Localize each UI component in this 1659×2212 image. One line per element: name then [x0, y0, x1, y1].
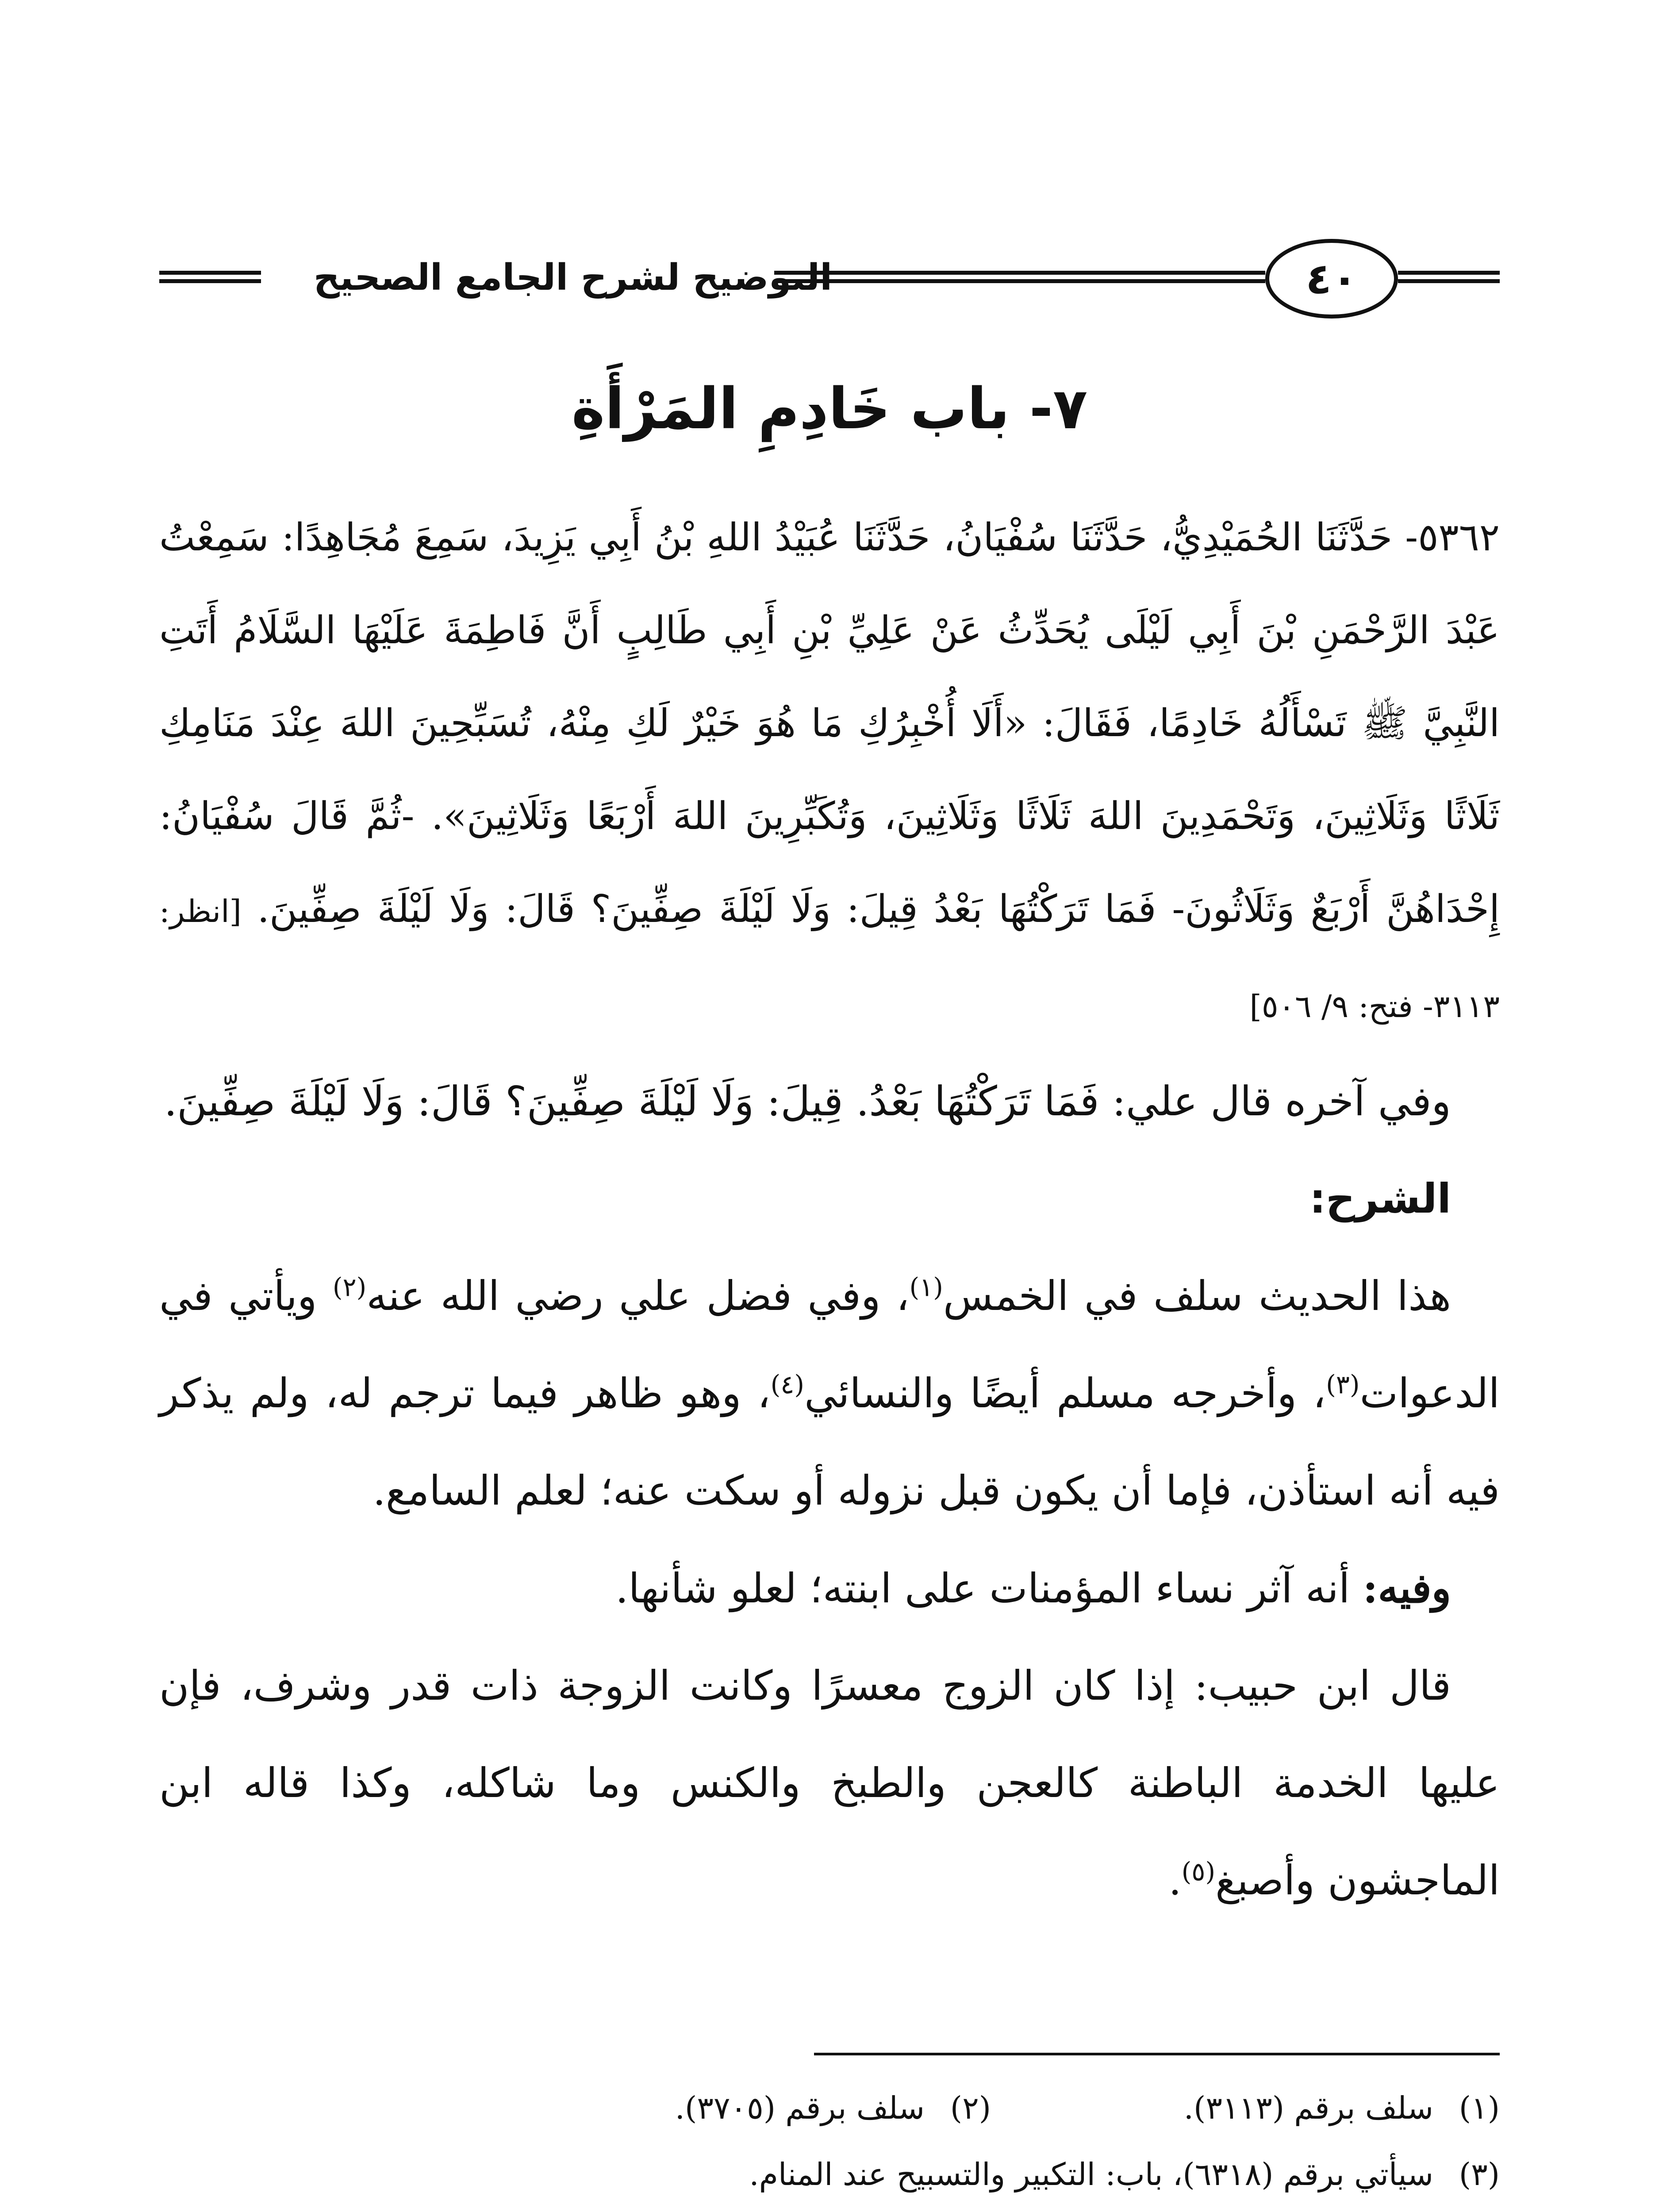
paragraph-ibn-habib — [159, 1637, 1500, 1929]
hadith-body: ٥٣٦٢- حَدَّثَنَا الحُمَيْدِيُّ، حَدَّثَنَا سُفْيَانُ، حَدَّثَنَا عُبَيْدُ اللهِ بْنُ أَبِي يَزِيدَ، سَمِعَ مُجَاهِدًا: سَمِعْتُ عَبْدَ الرَّحْمَنِ بْنَ أَبِي لَيْلَى يُحَدِّثُ عَنْ عَلِيِّ بْنِ أَبِي طَالِبٍ أَنَّ فَاطِمَةَ عَلَيْهَا السَّلَامُ أَتَتِ النَّبِيَّ ﷺ تَسْأَلُهُ خَادِمًا، فَقَالَ: «أَلَا أُخْبِرُكِ مَا هُوَ خَيْرٌ لَكِ مِنْهُ، تُسَبِّحِينَ اللهَ عِنْدَ مَنَامِكِ ثَلَاثًا وَثَلَاثِينَ، وَتَحْمَدِينَ اللهَ ثَلَاثًا وَثَلَاثِينَ، وَتُكَبِّرِينَ اللهَ أَرْبَعًا وَثَلَاثِينَ». -ثُمَّ قَالَ سُفْيَانُ: إِحْدَاهُنَّ أَرْبَعٌ وَثَلَاثُونَ- فَمَا تَرَكْتُهَا بَعْدُ قِيلَ: وَلَا لَيْلَةَ صِفِّينَ؟ قَالَ: وَلَا لَيْلَةَ صِفِّينَ. — [159, 515, 1500, 931]
chapter-title: ٧- باب خَادِمِ المَرْأَةِ — [571, 376, 1088, 442]
footnote-number — [1433, 2208, 1500, 2212]
sharh-heading: الشرح: — [1309, 1175, 1451, 1222]
header-rule-left — [159, 271, 261, 283]
footnote-pair-1-2 — [159, 2075, 1500, 2141]
footnote-text: سيأتي برقم (٦٣١٨)، باب: التكبير والتسبيح عند المنام. — [749, 2156, 1433, 2193]
hadith-reference: [انظر: ٣١١٣- فتح: ٩/ ٥٠٦] — [159, 893, 1500, 1025]
footnote-3 — [159, 2141, 1500, 2208]
footnote-text — [159, 2208, 1433, 2212]
p2-part-c: ويأتي في الدعوات — [159, 1272, 1500, 1417]
paragraph-benefit — [159, 1540, 1500, 1637]
running-title: التوضيح لشرح الجامع الصحيح — [313, 257, 833, 299]
hadith-text — [159, 491, 1500, 1053]
note-mark-2[interactable]: (٢) — [332, 1272, 367, 1302]
footnote-separator — [814, 2053, 1500, 2055]
footnotes — [159, 2075, 1500, 2212]
footnote-number: (١) — [1459, 2090, 1500, 2126]
note-mark-4[interactable]: (٤) — [770, 1369, 805, 1400]
footnote-number: (٣) — [1459, 2156, 1500, 2193]
p2-part-e: ، وهو ظاهر فيما ترجم له، ولم يذكر فيه أنه استأذن، فإما أن يكون قبل نزوله أو سكت عنه؛ لعلم السامع. — [159, 1370, 1500, 1514]
p2-part-d: ، وأخرجه مسلم أيضًا والنسائي — [804, 1370, 1326, 1417]
footnote-1 — [991, 2075, 1500, 2141]
page-number-oval — [1265, 239, 1398, 319]
footnote-4 — [159, 2208, 1500, 2212]
header-rule-right — [1398, 271, 1500, 283]
running-header — [159, 230, 1500, 327]
note-mark-3[interactable]: (٣) — [1326, 1369, 1360, 1400]
paragraph-sharh-sources — [159, 1248, 1500, 1540]
footnote-text: سلف برقم (٣١١٣). — [1183, 2090, 1433, 2126]
p2-part-a: هذا الحديث سلف في الخمس — [943, 1272, 1451, 1320]
p2-part-b: ، وفي فضل علي رضي الله عنه — [366, 1272, 910, 1320]
note-mark-1[interactable]: (١) — [909, 1272, 943, 1302]
body-text — [159, 491, 1500, 1929]
p4-part-a: قال ابن حبيب: إذا كان الزوج معسرًا وكانت الزوجة ذات قدر وشرف، فإن عليها الخدمة الباطنة كالعجن والطبخ والكنس وما شاكله، وكذا قاله ابن الماجشون وأصبغ — [159, 1662, 1500, 1904]
book-page — [159, 0, 1500, 2212]
footnote-number: (٢) — [950, 2090, 991, 2126]
footnote-2 — [482, 2075, 991, 2141]
p4-part-b: . — [1168, 1857, 1182, 1904]
note-mark-5[interactable]: (٥) — [1181, 1856, 1216, 1887]
p3-lead: وفيه: — [1363, 1564, 1451, 1612]
page-number: ٤٠ — [1306, 254, 1358, 303]
paragraph-ending-note: وفي آخره قال علي: فَمَا تَرَكْتُهَا بَعْدُ. قِيلَ: وَلَا لَيْلَةَ صِفِّينَ؟ قَالَ: وَلَا لَيْلَةَ صِفِّينَ. — [164, 1078, 1451, 1125]
footnote-text: سلف برقم (٣٧٠٥). — [675, 2090, 925, 2126]
p3-rest: أنه آثر نساء المؤمنات على ابنته؛ لعلو شأنها. — [615, 1565, 1363, 1612]
